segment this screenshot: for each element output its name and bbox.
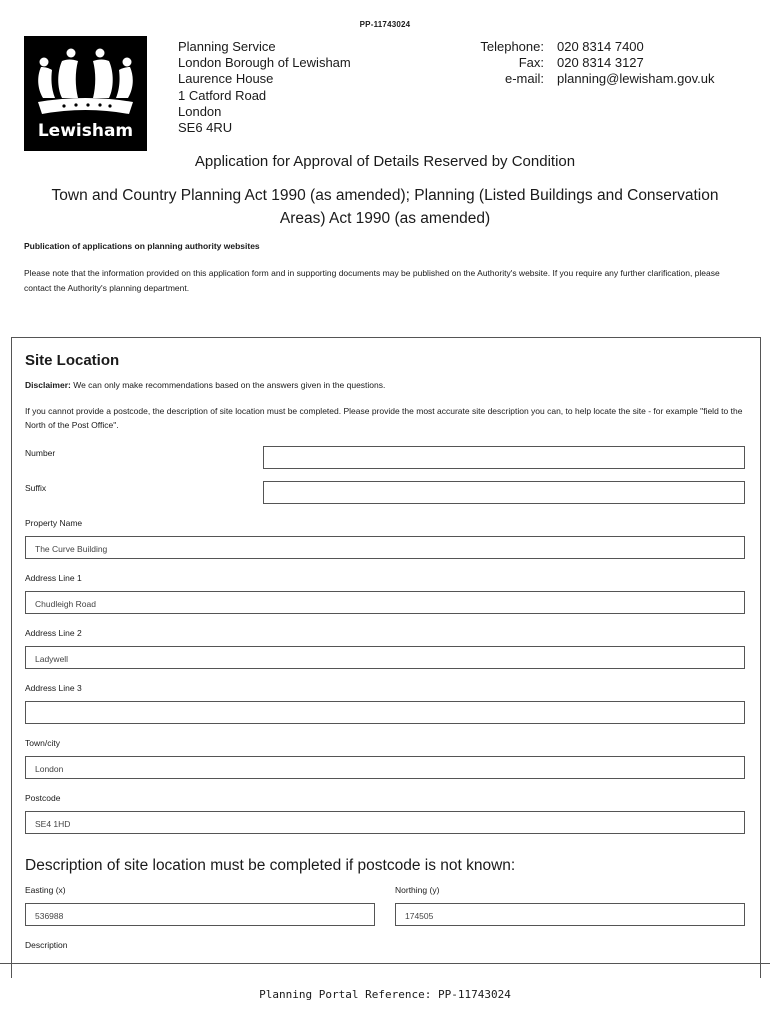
description-heading: Description of site location must be completed if postcode is not known: [25,857,516,874]
fax-label: Fax: [518,55,544,71]
address-line: London [178,103,222,119]
publication-text: Please note that the information provided on this application form and in supporting documents may be published on the Authority's website. If you require any further clarification, please contact the Authority's planning department. [24,268,720,293]
logo-text: Lewisham [37,121,134,141]
address-line: Planning Service [178,39,276,54]
fax-value: 020 8314 3127 [557,55,644,71]
section-title: Site Location [25,352,120,369]
address-line: London Borough of Lewisham [178,55,351,71]
northing-field[interactable]: 174505 [395,903,745,926]
disclaimer-label: Disclaimer: [25,380,71,390]
suffix-label: Suffix [25,483,47,493]
telephone-label: Telephone: [480,39,544,54]
disclaimer [25,380,385,390]
town-city-field[interactable]: London [25,756,745,779]
northing-label: Northing (y) [395,885,440,895]
property-name-label: Property Name [25,518,83,528]
address-line: SE6 4RU [178,120,233,136]
contact-labels [430,39,544,88]
address-line: 1 Catford Road [178,87,267,103]
reference-number: PP-11743024 [359,20,411,29]
contact-values [557,39,715,88]
lewisham-logo [24,36,147,151]
easting-label: Easting (x) [25,885,66,895]
publication-heading: Publication of applications on planning authority websites [24,241,260,251]
address-line-1-label: Address Line 1 [25,573,82,583]
footer-reference: Planning Portal Reference: PP-11743024 [259,988,511,1001]
address-line-2-label: Address Line 2 [25,628,82,638]
disclaimer-text: We can only make recommendations based on the answers given in the questions. [73,380,386,390]
address-line-1-field[interactable]: Chudleigh Road [25,591,745,614]
postcode-field[interactable]: SE4 1HD [25,811,745,834]
address-line: Laurence House [178,71,274,87]
suffix-field[interactable] [263,481,745,504]
address-line-2-field[interactable]: Ladywell [25,646,745,669]
easting-field[interactable]: 536988 [25,903,375,926]
email-label: e-mail: [504,71,544,87]
telephone-value: 020 8314 7400 [557,39,644,54]
page-divider [0,963,770,964]
application-title: Application for Approval of Details Reserved by Condition [194,153,576,170]
description-label: Description [25,940,68,950]
act-title: Town and Country Planning Act 1990 (as amended); Planning (Listed Buildings and Conservation Areas) Act 1990 (as amended) [51,187,719,227]
town-city-label: Town/city [25,738,60,748]
address-line-3-label: Address Line 3 [25,683,82,693]
property-name-field[interactable]: The Curve Building [25,536,745,559]
postcode-label: Postcode [25,793,61,803]
crown-icon [24,36,147,126]
authority-address [178,39,351,136]
address-line-3-field[interactable] [25,701,745,724]
email-value[interactable]: planning@lewisham.gov.uk [557,71,715,87]
postcode-note: If you cannot provide a postcode, the description of site location must be completed. Please provide the most accurate site description you can, to help locate the site - for example "field to the North of the Post Office". [25,406,743,430]
number-field[interactable] [263,446,745,469]
number-label: Number [25,448,56,458]
